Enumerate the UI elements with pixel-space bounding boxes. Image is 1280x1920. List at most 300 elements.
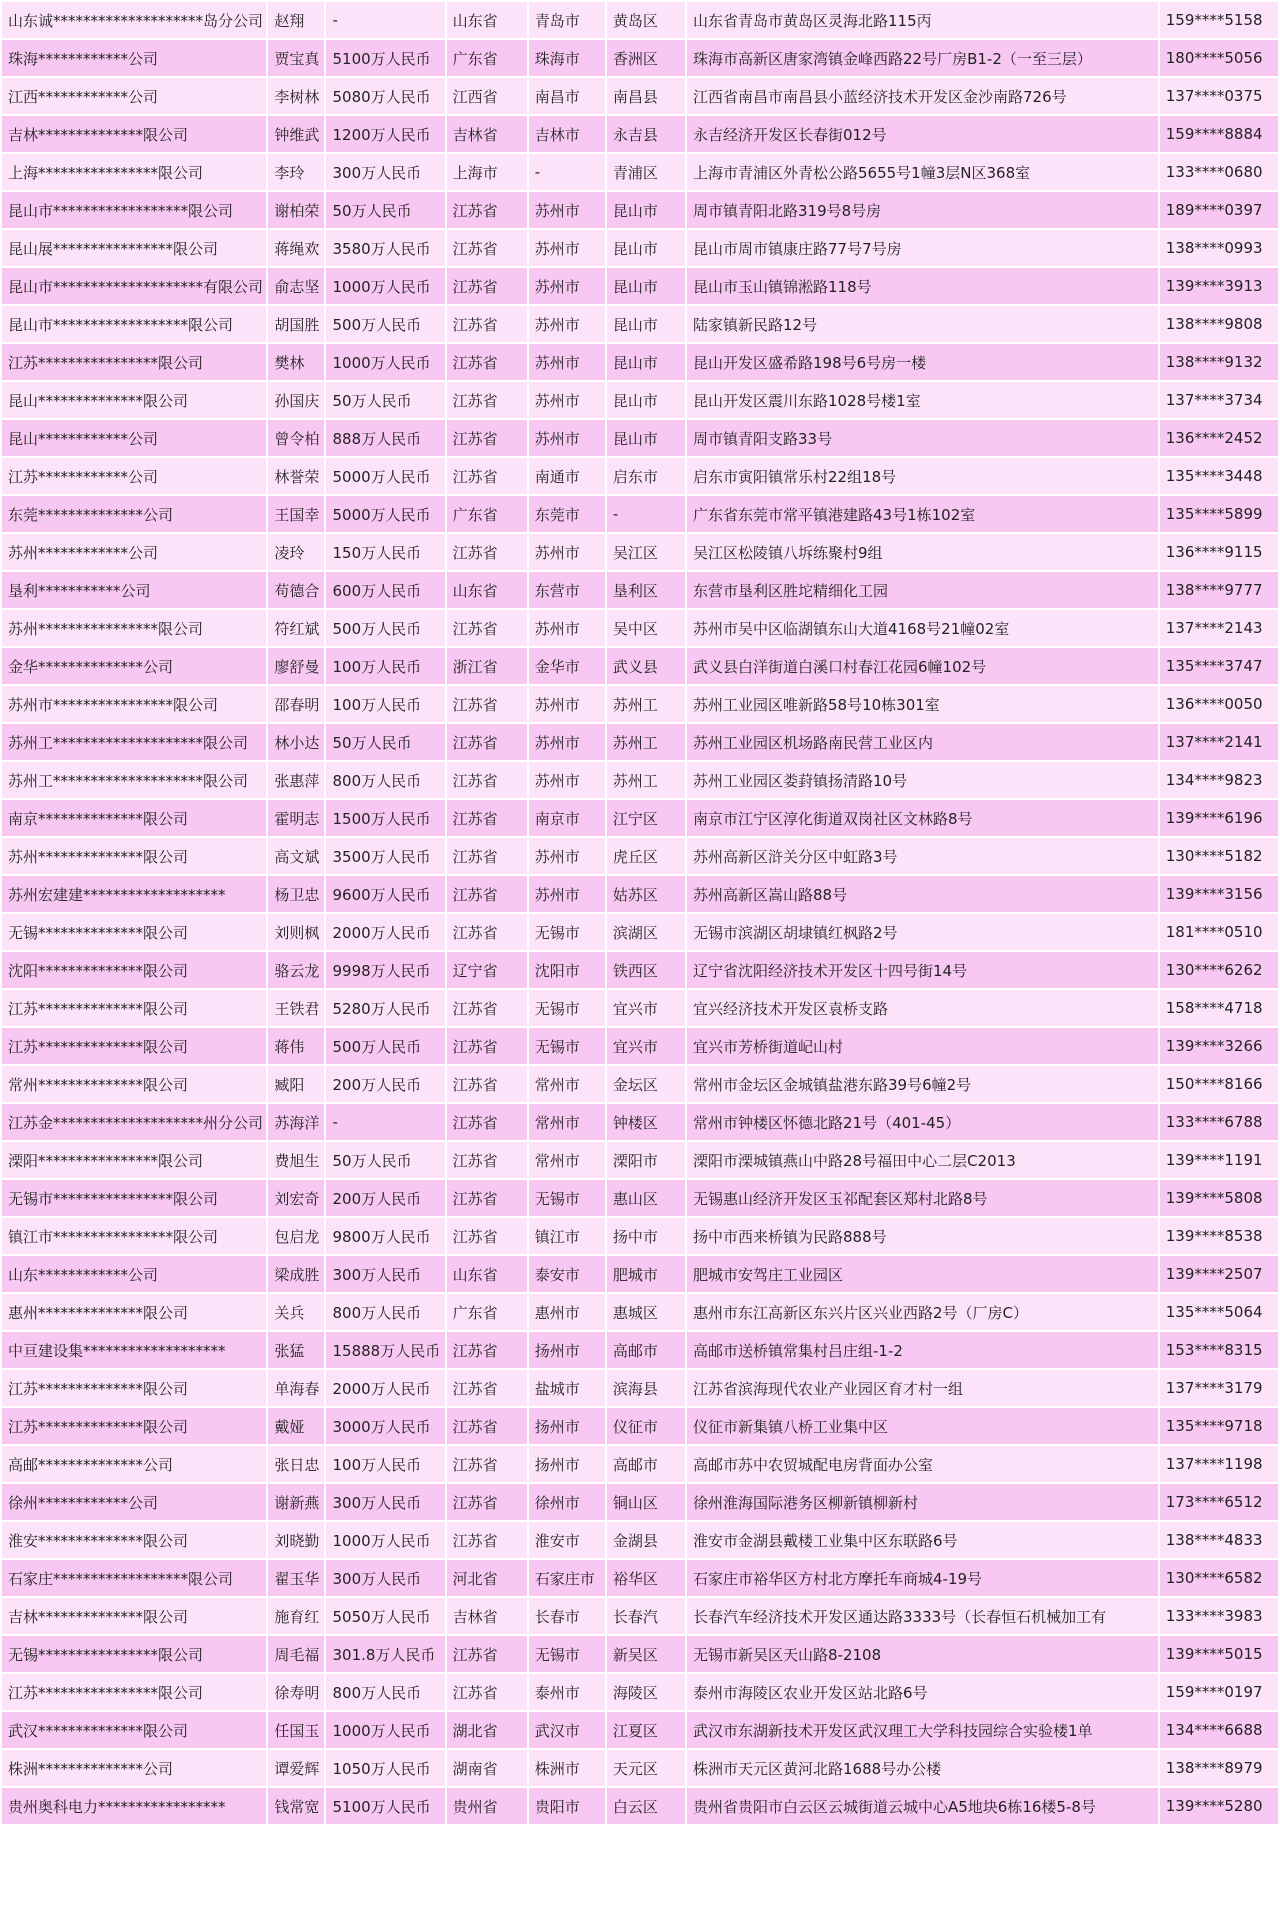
registered-capital-cell: 150万人民币 [326,534,444,570]
district-cell: 高邮市 [607,1332,685,1368]
company-name-cell: 珠海************公司 [2,40,266,76]
table-row [2,1370,1278,1406]
table-row [2,78,1278,114]
legal-person-cell: 苟德合 [268,572,324,608]
table-row [2,534,1278,570]
city-cell: 苏州市 [529,230,605,266]
address-cell: 南京市江宁区淳化街道双岗社区文林路8号 [687,800,1158,836]
city-cell: 苏州市 [529,420,605,456]
registered-capital-cell: 200万人民币 [326,1180,444,1216]
legal-person-cell: 张日忠 [268,1446,324,1482]
company-name-cell: 江苏****************限公司 [2,1674,266,1710]
province-cell: 江苏省 [447,1332,527,1368]
company-name-cell: 苏州宏建建******************* [2,876,266,912]
registered-capital-cell: 9800万人民币 [326,1218,444,1254]
phone-cell: 139****8538 [1160,1218,1278,1254]
city-cell: 徐州市 [529,1484,605,1520]
registered-capital-cell: 301.8万人民币 [326,1636,444,1672]
legal-person-cell: 蒋绳欢 [268,230,324,266]
legal-person-cell: 费旭生 [268,1142,324,1178]
district-cell: 滨海县 [607,1370,685,1406]
phone-cell: 137****0375 [1160,78,1278,114]
city-cell: 惠州市 [529,1294,605,1330]
table-row [2,990,1278,1026]
registered-capital-cell: 1000万人民币 [326,1712,444,1748]
table-row [2,610,1278,646]
registered-capital-cell: 1050万人民币 [326,1750,444,1786]
province-cell: 山东省 [447,1256,527,1292]
legal-person-cell: 林誉荣 [268,458,324,494]
registered-capital-cell: 5050万人民币 [326,1598,444,1634]
legal-person-cell: 苏海洋 [268,1104,324,1140]
table-row [2,838,1278,874]
city-cell: 常州市 [529,1104,605,1140]
city-cell: 苏州市 [529,382,605,418]
province-cell: 吉林省 [447,1598,527,1634]
registered-capital-cell: 1000万人民币 [326,1522,444,1558]
phone-cell: 138****9132 [1160,344,1278,380]
company-name-cell: 吉林**************限公司 [2,116,266,152]
legal-person-cell: 徐寿明 [268,1674,324,1710]
registered-capital-cell: 800万人民币 [326,762,444,798]
district-cell: 南昌县 [607,78,685,114]
province-cell: 江苏省 [447,306,527,342]
phone-cell: 180****5056 [1160,40,1278,76]
address-cell: 陆家镇新民路12号 [687,306,1158,342]
city-cell: 扬州市 [529,1446,605,1482]
province-cell: 江苏省 [447,1180,527,1216]
city-cell: 苏州市 [529,838,605,874]
city-cell: 苏州市 [529,686,605,722]
phone-cell: 153****8315 [1160,1332,1278,1368]
city-cell: 常州市 [529,1066,605,1102]
table-row [2,1066,1278,1102]
company-name-cell: 株洲**************公司 [2,1750,266,1786]
province-cell: 江苏省 [447,838,527,874]
district-cell: 苏州工 [607,762,685,798]
legal-person-cell: 俞志坚 [268,268,324,304]
table-row [2,1332,1278,1368]
province-cell: 江苏省 [447,1218,527,1254]
phone-cell: 135****3448 [1160,458,1278,494]
company-name-cell: 吉林**************限公司 [2,1598,266,1634]
province-cell: 江苏省 [447,1522,527,1558]
legal-person-cell: 臧阳 [268,1066,324,1102]
district-cell: 吴中区 [607,610,685,646]
address-cell: 肥城市安驾庄工业园区 [687,1256,1158,1292]
company-name-cell: 江苏************公司 [2,458,266,494]
legal-person-cell: 胡国胜 [268,306,324,342]
table-row [2,1712,1278,1748]
company-name-cell: 苏州****************限公司 [2,610,266,646]
address-cell: 长春汽车经济技术开发区通达路3333号（长春恒石机械加工有 [687,1598,1158,1634]
table-row [2,1750,1278,1786]
registered-capital-cell: 3580万人民币 [326,230,444,266]
phone-cell: 134****6688 [1160,1712,1278,1748]
registered-capital-cell: 100万人民币 [326,686,444,722]
address-cell: 昆山市周市镇康庄路77号7号房 [687,230,1158,266]
registered-capital-cell: 1500万人民币 [326,800,444,836]
company-name-cell: 常州**************限公司 [2,1066,266,1102]
company-name-cell: 镇江市****************限公司 [2,1218,266,1254]
city-cell: 金华市 [529,648,605,684]
legal-person-cell: 王铁君 [268,990,324,1026]
province-cell: 贵州省 [447,1788,527,1824]
city-cell: 苏州市 [529,344,605,380]
company-name-cell: 上海****************限公司 [2,154,266,190]
address-cell: 宜兴市芳桥街道屺山村 [687,1028,1158,1064]
city-cell: 苏州市 [529,762,605,798]
city-cell: 苏州市 [529,724,605,760]
table-row [2,1636,1278,1672]
registered-capital-cell: 888万人民币 [326,420,444,456]
registered-capital-cell: - [326,2,444,38]
registered-capital-cell: 5280万人民币 [326,990,444,1026]
province-cell: 江苏省 [447,230,527,266]
province-cell: 江苏省 [447,1104,527,1140]
legal-person-cell: 单海春 [268,1370,324,1406]
district-cell: 昆山市 [607,420,685,456]
phone-cell: 135****5064 [1160,1294,1278,1330]
district-cell: 黄岛区 [607,2,685,38]
company-name-cell: 昆山************公司 [2,420,266,456]
province-cell: 江苏省 [447,762,527,798]
city-cell: 南京市 [529,800,605,836]
phone-cell: 138****4833 [1160,1522,1278,1558]
address-cell: 珠海市高新区唐家湾镇金峰西路22号厂房B1-2（一至三层） [687,40,1158,76]
address-cell: 江西省南昌市南昌县小蓝经济技术开发区金沙南路726号 [687,78,1158,114]
city-cell: 扬州市 [529,1408,605,1444]
city-cell: 盐城市 [529,1370,605,1406]
company-name-cell: 石家庄******************限公司 [2,1560,266,1596]
legal-person-cell: 刘晓勤 [268,1522,324,1558]
district-cell: 虎丘区 [607,838,685,874]
company-name-cell: 贵州奥科电力***************** [2,1788,266,1824]
phone-cell: 137****3734 [1160,382,1278,418]
province-cell: 江苏省 [447,876,527,912]
registered-capital-cell: 9998万人民币 [326,952,444,988]
address-cell: 苏州市吴中区临湖镇东山大道4168号21幢02室 [687,610,1158,646]
city-cell: 淮安市 [529,1522,605,1558]
city-cell: 苏州市 [529,268,605,304]
table-row [2,268,1278,304]
legal-person-cell: 张猛 [268,1332,324,1368]
province-cell: 江苏省 [447,610,527,646]
company-name-cell: 昆山市******************限公司 [2,306,266,342]
company-name-cell: 江苏**************限公司 [2,990,266,1026]
table-row [2,1294,1278,1330]
phone-cell: 159****8884 [1160,116,1278,152]
district-cell: 裕华区 [607,1560,685,1596]
legal-person-cell: 王国幸 [268,496,324,532]
phone-cell: 136****9115 [1160,534,1278,570]
table-row [2,1788,1278,1824]
address-cell: 江苏省滨海现代农业产业园区育才村一组 [687,1370,1158,1406]
address-cell: 东营市垦利区胜坨精细化工园 [687,572,1158,608]
company-name-cell: 江苏**************限公司 [2,1028,266,1064]
district-cell: 永吉县 [607,116,685,152]
company-name-cell: 昆山**************限公司 [2,382,266,418]
phone-cell: 134****9823 [1160,762,1278,798]
district-cell: 昆山市 [607,382,685,418]
district-cell: 昆山市 [607,344,685,380]
table-row [2,420,1278,456]
phone-cell: 139****5280 [1160,1788,1278,1824]
province-cell: 江苏省 [447,800,527,836]
registered-capital-cell: 500万人民币 [326,1028,444,1064]
district-cell: 长春汽 [607,1598,685,1634]
address-cell: 扬中市西来桥镇为民路888号 [687,1218,1158,1254]
address-cell: 昆山开发区震川东路1028号楼1室 [687,382,1158,418]
phone-cell: 136****0050 [1160,686,1278,722]
registered-capital-cell: 300万人民币 [326,154,444,190]
district-cell: 宜兴市 [607,990,685,1026]
address-cell: 武汉市东湖新技术开发区武汉理工大学科技园综合实验楼1单 [687,1712,1158,1748]
district-cell: 昆山市 [607,192,685,228]
city-cell: 东营市 [529,572,605,608]
district-cell: 武义县 [607,648,685,684]
province-cell: 江苏省 [447,1484,527,1520]
city-cell: 苏州市 [529,534,605,570]
province-cell: 江苏省 [447,724,527,760]
address-cell: 徐州淮海国际港务区柳新镇柳新村 [687,1484,1158,1520]
registered-capital-cell: 800万人民币 [326,1294,444,1330]
district-cell: 昆山市 [607,230,685,266]
province-cell: 上海市 [447,154,527,190]
province-cell: 江苏省 [447,458,527,494]
registered-capital-cell: 5000万人民币 [326,496,444,532]
address-cell: 苏州高新区嵩山路88号 [687,876,1158,912]
district-cell: 滨湖区 [607,914,685,950]
address-cell: 无锡市新吴区天山路8-2108 [687,1636,1158,1672]
registered-capital-cell: 100万人民币 [326,1446,444,1482]
city-cell: 青岛市 [529,2,605,38]
city-cell: 南通市 [529,458,605,494]
table-row [2,40,1278,76]
registered-capital-cell: 2000万人民币 [326,1370,444,1406]
legal-person-cell: 施育红 [268,1598,324,1634]
table-row [2,572,1278,608]
address-cell: 石家庄市裕华区方村北方摩托车商城4-19号 [687,1560,1158,1596]
province-cell: 江苏省 [447,990,527,1026]
company-name-cell: 淮安**************限公司 [2,1522,266,1558]
district-cell: - [607,496,685,532]
city-cell: 无锡市 [529,990,605,1026]
district-cell: 金湖县 [607,1522,685,1558]
registered-capital-cell: 800万人民币 [326,1674,444,1710]
district-cell: 惠山区 [607,1180,685,1216]
phone-cell: 138****9777 [1160,572,1278,608]
legal-person-cell: 蒋伟 [268,1028,324,1064]
table-row [2,1142,1278,1178]
city-cell: 珠海市 [529,40,605,76]
table-row [2,382,1278,418]
province-cell: 广东省 [447,496,527,532]
province-cell: 山东省 [447,572,527,608]
phone-cell: 135****3747 [1160,648,1278,684]
phone-cell: 139****5808 [1160,1180,1278,1216]
address-cell: 宜兴经济技术开发区袁桥支路 [687,990,1158,1026]
district-cell: 惠城区 [607,1294,685,1330]
phone-cell: 139****3913 [1160,268,1278,304]
table-row [2,914,1278,950]
city-cell: 无锡市 [529,1180,605,1216]
legal-person-cell: 孙国庆 [268,382,324,418]
district-cell: 江宁区 [607,800,685,836]
province-cell: 浙江省 [447,648,527,684]
legal-person-cell: 凌玲 [268,534,324,570]
district-cell: 高邮市 [607,1446,685,1482]
company-name-cell: 金华**************公司 [2,648,266,684]
registered-capital-cell: 3500万人民币 [326,838,444,874]
company-name-cell: 武汉**************限公司 [2,1712,266,1748]
province-cell: 江苏省 [447,344,527,380]
city-cell: 石家庄市 [529,1560,605,1596]
legal-person-cell: 符红斌 [268,610,324,646]
phone-cell: 159****5158 [1160,2,1278,38]
legal-person-cell: 戴娅 [268,1408,324,1444]
table-row [2,306,1278,342]
legal-person-cell: 林小达 [268,724,324,760]
registered-capital-cell: 2000万人民币 [326,914,444,950]
phone-cell: 136****2452 [1160,420,1278,456]
company-name-cell: 苏州工********************限公司 [2,724,266,760]
company-name-cell: 苏州市****************限公司 [2,686,266,722]
district-cell: 铁西区 [607,952,685,988]
district-cell: 江夏区 [607,1712,685,1748]
province-cell: 湖北省 [447,1712,527,1748]
district-cell: 钟楼区 [607,1104,685,1140]
address-cell: 常州市钟楼区怀德北路21号（401-45） [687,1104,1158,1140]
district-cell: 启东市 [607,458,685,494]
phone-cell: 133****3983 [1160,1598,1278,1634]
registered-capital-cell: 1200万人民币 [326,116,444,152]
company-name-cell: 江苏**************限公司 [2,1408,266,1444]
address-cell: 山东省青岛市黄岛区灵海北路115丙 [687,2,1158,38]
registered-capital-cell: 15888万人民币 [326,1332,444,1368]
city-cell: 南昌市 [529,78,605,114]
company-name-cell: 苏州**************限公司 [2,838,266,874]
phone-cell: 130****6582 [1160,1560,1278,1596]
legal-person-cell: 关兵 [268,1294,324,1330]
district-cell: 肥城市 [607,1256,685,1292]
company-name-cell: 昆山市******************限公司 [2,192,266,228]
city-cell: 苏州市 [529,610,605,646]
phone-cell: 173****6512 [1160,1484,1278,1520]
address-cell: 淮安市金湖县戴楼工业集中区东联路6号 [687,1522,1158,1558]
province-cell: 湖南省 [447,1750,527,1786]
registered-capital-cell: 1000万人民币 [326,268,444,304]
province-cell: 江苏省 [447,382,527,418]
address-cell: 广东省东莞市常平镇港建路43号1栋102室 [687,496,1158,532]
address-cell: 贵州省贵阳市白云区云城街道云城中心A5地块6栋16楼5-8号 [687,1788,1158,1824]
city-cell: 沈阳市 [529,952,605,988]
registered-capital-cell: 5100万人民币 [326,1788,444,1824]
phone-cell: 139****3266 [1160,1028,1278,1064]
address-cell: 常州市金坛区金城镇盐港东路39号6幢2号 [687,1066,1158,1102]
address-cell: 溧阳市溧城镇燕山中路28号福田中心二层C2013 [687,1142,1158,1178]
company-name-cell: 江苏****************限公司 [2,344,266,380]
company-name-cell: 苏州************公司 [2,534,266,570]
district-cell: 昆山市 [607,268,685,304]
city-cell: 泰安市 [529,1256,605,1292]
registered-capital-cell: 50万人民币 [326,192,444,228]
phone-cell: 130****6262 [1160,952,1278,988]
table-row [2,876,1278,912]
city-cell: 苏州市 [529,876,605,912]
phone-cell: 138****9808 [1160,306,1278,342]
registered-capital-cell: 300万人民币 [326,1560,444,1596]
district-cell: 昆山市 [607,306,685,342]
table-row [2,648,1278,684]
district-cell: 青浦区 [607,154,685,190]
legal-person-cell: 邵春明 [268,686,324,722]
address-cell: 泰州市海陵区农业开发区站北路6号 [687,1674,1158,1710]
table-row [2,1408,1278,1444]
city-cell: 武汉市 [529,1712,605,1748]
address-cell: 上海市青浦区外青松公路5655号1幢3层N区368室 [687,154,1158,190]
table-row [2,1104,1278,1140]
province-cell: 山东省 [447,2,527,38]
legal-person-cell: 曾令柏 [268,420,324,456]
city-cell: 贵阳市 [529,1788,605,1824]
legal-person-cell: 包启龙 [268,1218,324,1254]
phone-cell: 135****5899 [1160,496,1278,532]
company-name-cell: 山东************公司 [2,1256,266,1292]
phone-cell: 139****3156 [1160,876,1278,912]
company-name-cell: 无锡**************限公司 [2,914,266,950]
phone-cell: 137****3179 [1160,1370,1278,1406]
table-row [2,686,1278,722]
province-cell: 江苏省 [447,192,527,228]
table-row [2,1598,1278,1634]
legal-person-cell: 廖舒曼 [268,648,324,684]
city-cell: 株洲市 [529,1750,605,1786]
phone-cell: 133****6788 [1160,1104,1278,1140]
address-cell: 无锡市滨湖区胡埭镇红枫路2号 [687,914,1158,950]
province-cell: 江苏省 [447,1142,527,1178]
legal-person-cell: 梁成胜 [268,1256,324,1292]
registered-capital-cell: 200万人民币 [326,1066,444,1102]
province-cell: 广东省 [447,1294,527,1330]
registered-capital-cell: 3000万人民币 [326,1408,444,1444]
province-cell: 江苏省 [447,1028,527,1064]
district-cell: 白云区 [607,1788,685,1824]
legal-person-cell: 刘则枫 [268,914,324,950]
company-name-cell: 苏州工********************限公司 [2,762,266,798]
registered-capital-cell: 600万人民币 [326,572,444,608]
table-row [2,1218,1278,1254]
district-cell: 溧阳市 [607,1142,685,1178]
district-cell: 海陵区 [607,1674,685,1710]
province-cell: 江苏省 [447,1674,527,1710]
registered-capital-cell: 50万人民币 [326,724,444,760]
table-row [2,458,1278,494]
registered-capital-cell: 300万人民币 [326,1256,444,1292]
phone-cell: 135****9718 [1160,1408,1278,1444]
table-row [2,1522,1278,1558]
district-cell: 仪征市 [607,1408,685,1444]
city-cell: 吉林市 [529,116,605,152]
province-cell: 江西省 [447,78,527,114]
province-cell: 吉林省 [447,116,527,152]
legal-person-cell: 霍明志 [268,800,324,836]
city-cell: 东莞市 [529,496,605,532]
legal-person-cell: 李玲 [268,154,324,190]
city-cell: 长春市 [529,1598,605,1634]
table-row [2,1256,1278,1292]
city-cell: 无锡市 [529,1636,605,1672]
